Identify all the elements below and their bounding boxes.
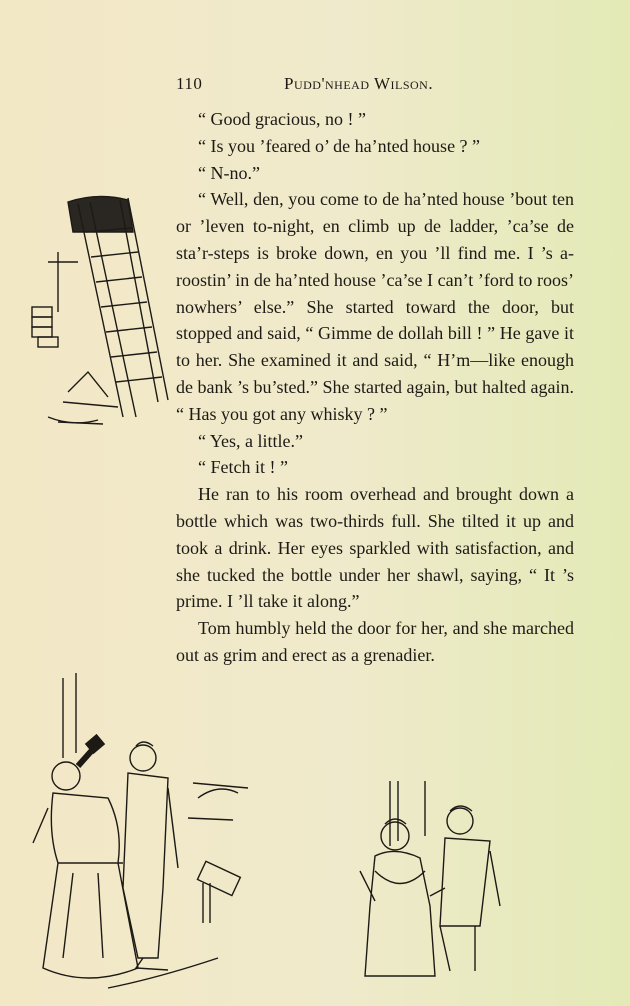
paragraph-8: Tom humbly held the door for her, and she marched out as grim and erect as a grenadier. bbox=[176, 618, 574, 665]
body-text bbox=[176, 106, 574, 669]
paragraph-2: “ Is you ’feared o’ de ha’nted house ? ” bbox=[198, 135, 481, 156]
paragraph-1: “ Good gracious, no ! ” bbox=[198, 109, 366, 129]
tom-at-door-drawing bbox=[350, 776, 510, 986]
tom-at-door-illustration bbox=[350, 776, 510, 986]
paragraph-5: “ Yes, a little.” bbox=[198, 430, 303, 451]
woman-drinking-drawing bbox=[28, 658, 268, 1003]
running-title: Pudd'nhead Wilson. bbox=[284, 74, 434, 93]
page-number: 110 bbox=[176, 74, 203, 93]
ladder-drawing bbox=[28, 192, 173, 437]
paragraph-6: “ Fetch it ! ” bbox=[198, 457, 288, 478]
paragraph-4: “ Well, den, you come to de ha’nted house ’bout ten or ’leven to-night, en climb up de ladder, ’ca’se de sta’r-steps is broke down, en you ’ll find me. I ’s a-roostin’ in de ha’nted house ’ca’se I can’t ’ford to roos’ nowhers’ else.” She started toward the door, but stopped and said, “ Gimme de dollah bill ! ” He gave it to her. She examined it and said, “ H’m—like enough de bank ’s bu’sted.” She started again, but halted again. “ Has you got any whisky ? ” bbox=[176, 189, 574, 424]
paragraph-7: He ran to his room overhead and brought down a bottle which was two-thirds full. She tilted it up and took a drink. Her eyes sparkled with satisfaction, and she tucked the bottle under her shawl, saying, “ It ’s prime. I ’ll take it along.” bbox=[176, 484, 574, 612]
woman-drinking-illustration bbox=[28, 658, 268, 1003]
ladder-illustration bbox=[28, 192, 173, 437]
paragraph-3: “ N-no.” bbox=[198, 162, 260, 183]
running-head bbox=[176, 74, 576, 96]
